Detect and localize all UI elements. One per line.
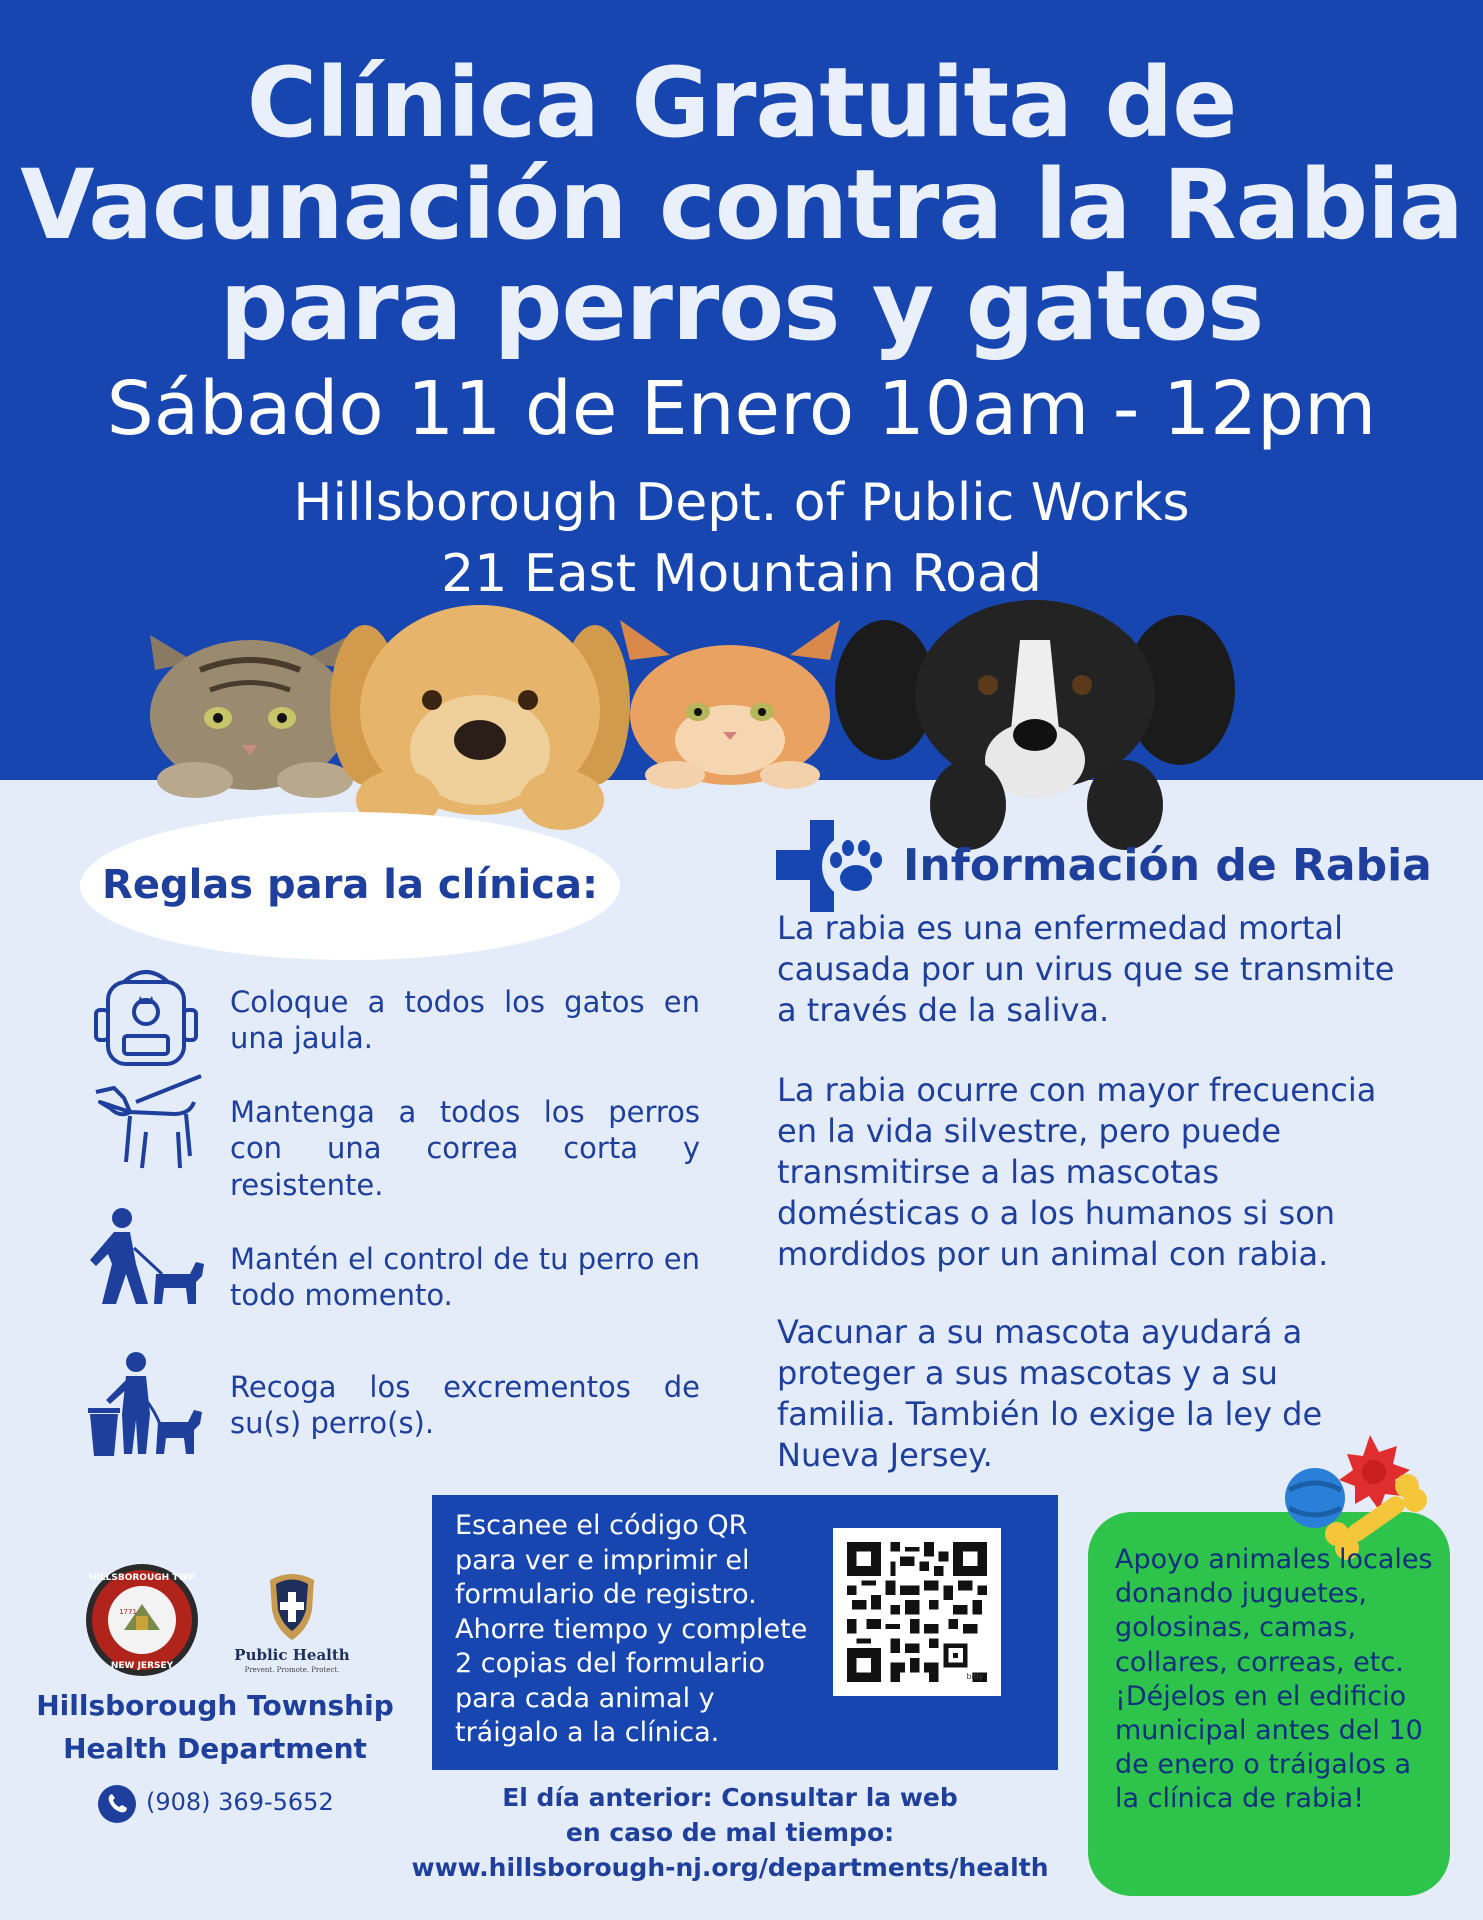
info-paragraph-3: Vacunar a su mascota ayudará a proteger a sus mascotas y a su familia. También lo exige la ley de Nueva Jersey. [777, 1313, 1323, 1474]
svg-text:Prevent. Promote. Protect.: Prevent. Promote. Protect. [244, 1666, 340, 1674]
dog-leash-icon [86, 1072, 206, 1182]
phone-icon [98, 1785, 136, 1823]
logos-group [80, 1560, 410, 1680]
tabby-cat-illustration [150, 635, 353, 798]
public-health-logo [234, 1574, 349, 1674]
title-line-2: Vacunación contra la Rabia [20, 149, 1463, 261]
medical-paw-icon [776, 820, 892, 912]
golden-dog-illustration [330, 605, 630, 830]
qr-code-graphic [847, 1542, 987, 1682]
phone-number: (908) 369-5652 [146, 1788, 334, 1816]
rule-text-waste: Recoga los excrementos de su(s) perro(s). [230, 1370, 700, 1441]
rule-text-control: Mantén el control de tu perro en todo momento. [230, 1242, 700, 1313]
info-paragraph-2: La rabia ocurre con mayor frecuencia en la vida silvestre, pero puede transmitirse a las mascotas domésticas o a los humanos si son mordidos por un animal con rabia. [777, 1071, 1377, 1273]
weather-line-2: en caso de mal tiempo: [565, 1818, 895, 1847]
location-address: 21 East Mountain Road [441, 544, 1042, 604]
svg-text:HILLSBOROUGH TWP: HILLSBOROUGH TWP [89, 1573, 195, 1583]
info-paragraph-1: La rabia es una enfermedad mortal causada por un virus que se transmite a través de la saliva. [777, 909, 1395, 1029]
township-seal-logo [86, 1564, 198, 1676]
info-title: Información de Rabia [903, 840, 1432, 891]
person-walking-dog-icon [86, 1204, 206, 1314]
donation-text: Apoyo animales locales donando juguetes, golosinas, camas, collares, correas, etc. ¡Déjelos en el edificio municipal antes del 10 de enero o tráigalos a la clínica de rabia! [1115, 1544, 1433, 1815]
svg-text:1771: 1771 [119, 1608, 137, 1616]
orange-cat-illustration [620, 620, 840, 789]
title-line-3: para perros y gatos [219, 250, 1264, 362]
svg-text:Public Health: Public Health [234, 1646, 350, 1664]
cat-carrier-icon [86, 960, 206, 1070]
weather-line-1: El día anterior: Consultar la web [502, 1783, 958, 1812]
svg-text:NEW JERSEY: NEW JERSEY [110, 1661, 174, 1671]
department-name-line-1: Hillsborough Township [36, 1689, 394, 1722]
pick-up-waste-icon [86, 1350, 206, 1460]
weather-notice [400, 1780, 1060, 1885]
rule-text-leash: Mantenga a todos los perros con una correa corta y resistente. [230, 1095, 700, 1202]
department-name [30, 1684, 400, 1770]
rule-text-cats: Coloque a todos los gatos en una jaula. [230, 985, 700, 1056]
qr-code[interactable] [833, 1528, 1001, 1696]
title-line-1: Clínica Gratuita de [246, 47, 1237, 159]
blue-ball-icon [1285, 1468, 1345, 1528]
event-date: Sábado 11 de Enero 10am - 12pm [106, 366, 1377, 452]
qr-instructions: Escanee el código QR para ver e imprimir el formulario de registro. Ahorre tiempo y complete 2 copias del formulario para cada animal y tráigalo a la clínica. [455, 1510, 808, 1748]
department-name-line-2: Health Department [63, 1732, 367, 1765]
rules-title: Reglas para la clínica: [102, 862, 598, 908]
weather-url-link[interactable]: www.hillsborough-nj.org/departments/health [411, 1853, 1049, 1882]
location-name: Hillsborough Dept. of Public Works [293, 473, 1190, 533]
black-white-dog-illustration [835, 600, 1235, 850]
svg-text:bitly: bitly [966, 1672, 984, 1682]
